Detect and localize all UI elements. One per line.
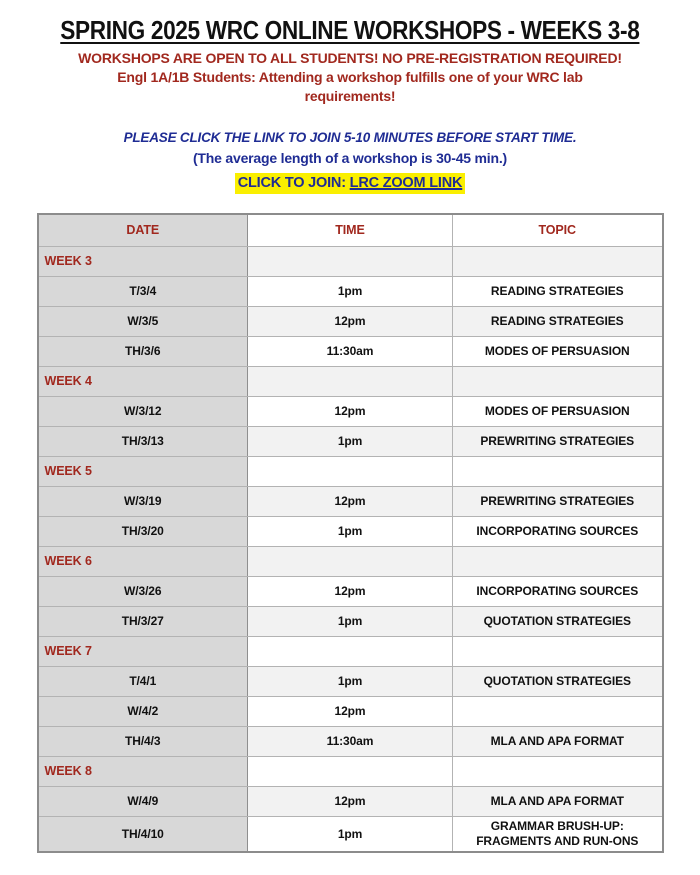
topic-cell: READING STRATEGIES <box>453 306 663 336</box>
time-cell: 12pm <box>248 396 453 426</box>
date-cell: WEEK 5 <box>38 456 248 486</box>
header-row <box>38 214 663 246</box>
date-cell: WEEK 4 <box>38 366 248 396</box>
time-cell: 12pm <box>248 786 453 816</box>
week-row <box>38 456 663 486</box>
topic-cell <box>453 696 663 726</box>
date-cell: T/3/4 <box>38 276 248 306</box>
topic-cell: PREWRITING STRATEGIES <box>453 486 663 516</box>
schedule-row <box>38 606 663 636</box>
lrc-zoom-link[interactable]: LRC ZOOM LINK <box>349 175 463 191</box>
date-cell: TH/3/13 <box>38 426 248 456</box>
time-cell: 1pm <box>248 516 453 546</box>
topic-cell: QUOTATION STRATEGIES <box>453 606 663 636</box>
workshop-schedule-table <box>37 213 664 853</box>
schedule-row <box>38 576 663 606</box>
week-row <box>38 246 663 276</box>
date-cell: TH/4/10 <box>38 816 248 852</box>
date-cell: W/3/5 <box>38 306 248 336</box>
schedule-row <box>38 786 663 816</box>
join-link-highlight <box>235 173 466 194</box>
time-cell <box>248 546 453 576</box>
schedule-row <box>38 306 663 336</box>
subtitle-open-to-all: WORKSHOPS ARE OPEN TO ALL STUDENTS! NO PRE-REGISTRATION REQUIRED! <box>78 50 622 66</box>
date-cell: W/3/12 <box>38 396 248 426</box>
topic-cell: PREWRITING STRATEGIES <box>453 426 663 456</box>
title-wrap <box>0 15 700 46</box>
week-row <box>38 366 663 396</box>
topic-cell <box>453 636 663 666</box>
time-cell: 1pm <box>248 816 453 852</box>
time-cell: 11:30am <box>248 726 453 756</box>
topic-cell: MODES OF PERSUASION <box>453 396 663 426</box>
topic-cell <box>453 246 663 276</box>
date-cell: W/4/2 <box>38 696 248 726</box>
schedule-row <box>38 276 663 306</box>
time-cell: 1pm <box>248 606 453 636</box>
topic-cell <box>453 546 663 576</box>
time-cell <box>248 456 453 486</box>
flyer-header <box>0 0 700 194</box>
schedule-row <box>38 666 663 696</box>
schedule-row <box>38 396 663 426</box>
time-cell: 12pm <box>248 306 453 336</box>
topic-cell: INCORPORATING SOURCES <box>453 516 663 546</box>
schedule-row <box>38 816 663 852</box>
time-cell: 11:30am <box>248 336 453 366</box>
schedule-row <box>38 426 663 456</box>
date-cell: WEEK 3 <box>38 246 248 276</box>
subtitle-requirements: requirements! <box>304 88 396 104</box>
schedule-row <box>38 516 663 546</box>
date-cell: WEEK 6 <box>38 546 248 576</box>
date-cell: WEEK 7 <box>38 636 248 666</box>
topic-cell: GRAMMAR BRUSH-UP: FRAGMENTS AND RUN-ONS <box>453 816 663 852</box>
workshop-length-note: (The average length of a workshop is 30-45 min.) <box>192 150 508 166</box>
topic-cell: MLA AND APA FORMAT <box>453 726 663 756</box>
topic-cell <box>453 366 663 396</box>
week-row <box>38 756 663 786</box>
schedule-table-head <box>38 214 663 246</box>
topic-cell: READING STRATEGIES <box>453 276 663 306</box>
time-cell: 12pm <box>248 696 453 726</box>
subtitle-engl-students: Engl 1A/1B Students: Attending a workshop fulfills one of your WRC lab <box>117 69 583 85</box>
date-cell: W/3/19 <box>38 486 248 516</box>
join-notice-block <box>0 128 700 194</box>
join-link-prefix: CLICK TO JOIN: <box>237 175 350 191</box>
schedule-table-body <box>38 246 663 852</box>
time-cell <box>248 246 453 276</box>
topic-cell <box>453 756 663 786</box>
open-notice-block <box>0 49 700 106</box>
page-title: SPRING 2025 WRC ONLINE WORKSHOPS - WEEKS 3-8 <box>60 15 640 45</box>
date-cell: TH/4/3 <box>38 726 248 756</box>
week-row <box>38 546 663 576</box>
time-cell <box>248 756 453 786</box>
topic-cell <box>453 456 663 486</box>
join-instructions: PLEASE CLICK THE LINK TO JOIN 5-10 MINUTES BEFORE START TIME. <box>123 130 577 145</box>
date-cell: TH/3/6 <box>38 336 248 366</box>
join-link-line <box>0 173 700 194</box>
time-cell: 1pm <box>248 276 453 306</box>
time-cell <box>248 636 453 666</box>
schedule-row <box>38 336 663 366</box>
week-row <box>38 636 663 666</box>
time-cell: 1pm <box>248 666 453 696</box>
time-cell <box>248 366 453 396</box>
topic-cell: QUOTATION STRATEGIES <box>453 666 663 696</box>
topic-cell: MODES OF PERSUASION <box>453 336 663 366</box>
column-header-topic: TOPIC <box>453 214 663 246</box>
time-cell: 12pm <box>248 486 453 516</box>
time-cell: 12pm <box>248 576 453 606</box>
date-cell: T/4/1 <box>38 666 248 696</box>
date-cell: TH/3/27 <box>38 606 248 636</box>
column-header-date: DATE <box>38 214 248 246</box>
schedule-row <box>38 486 663 516</box>
schedule-row <box>38 696 663 726</box>
schedule-row <box>38 726 663 756</box>
time-cell: 1pm <box>248 426 453 456</box>
column-header-time: TIME <box>248 214 453 246</box>
topic-cell: INCORPORATING SOURCES <box>453 576 663 606</box>
date-cell: W/3/26 <box>38 576 248 606</box>
date-cell: TH/3/20 <box>38 516 248 546</box>
topic-cell: MLA AND APA FORMAT <box>453 786 663 816</box>
date-cell: W/4/9 <box>38 786 248 816</box>
date-cell: WEEK 8 <box>38 756 248 786</box>
